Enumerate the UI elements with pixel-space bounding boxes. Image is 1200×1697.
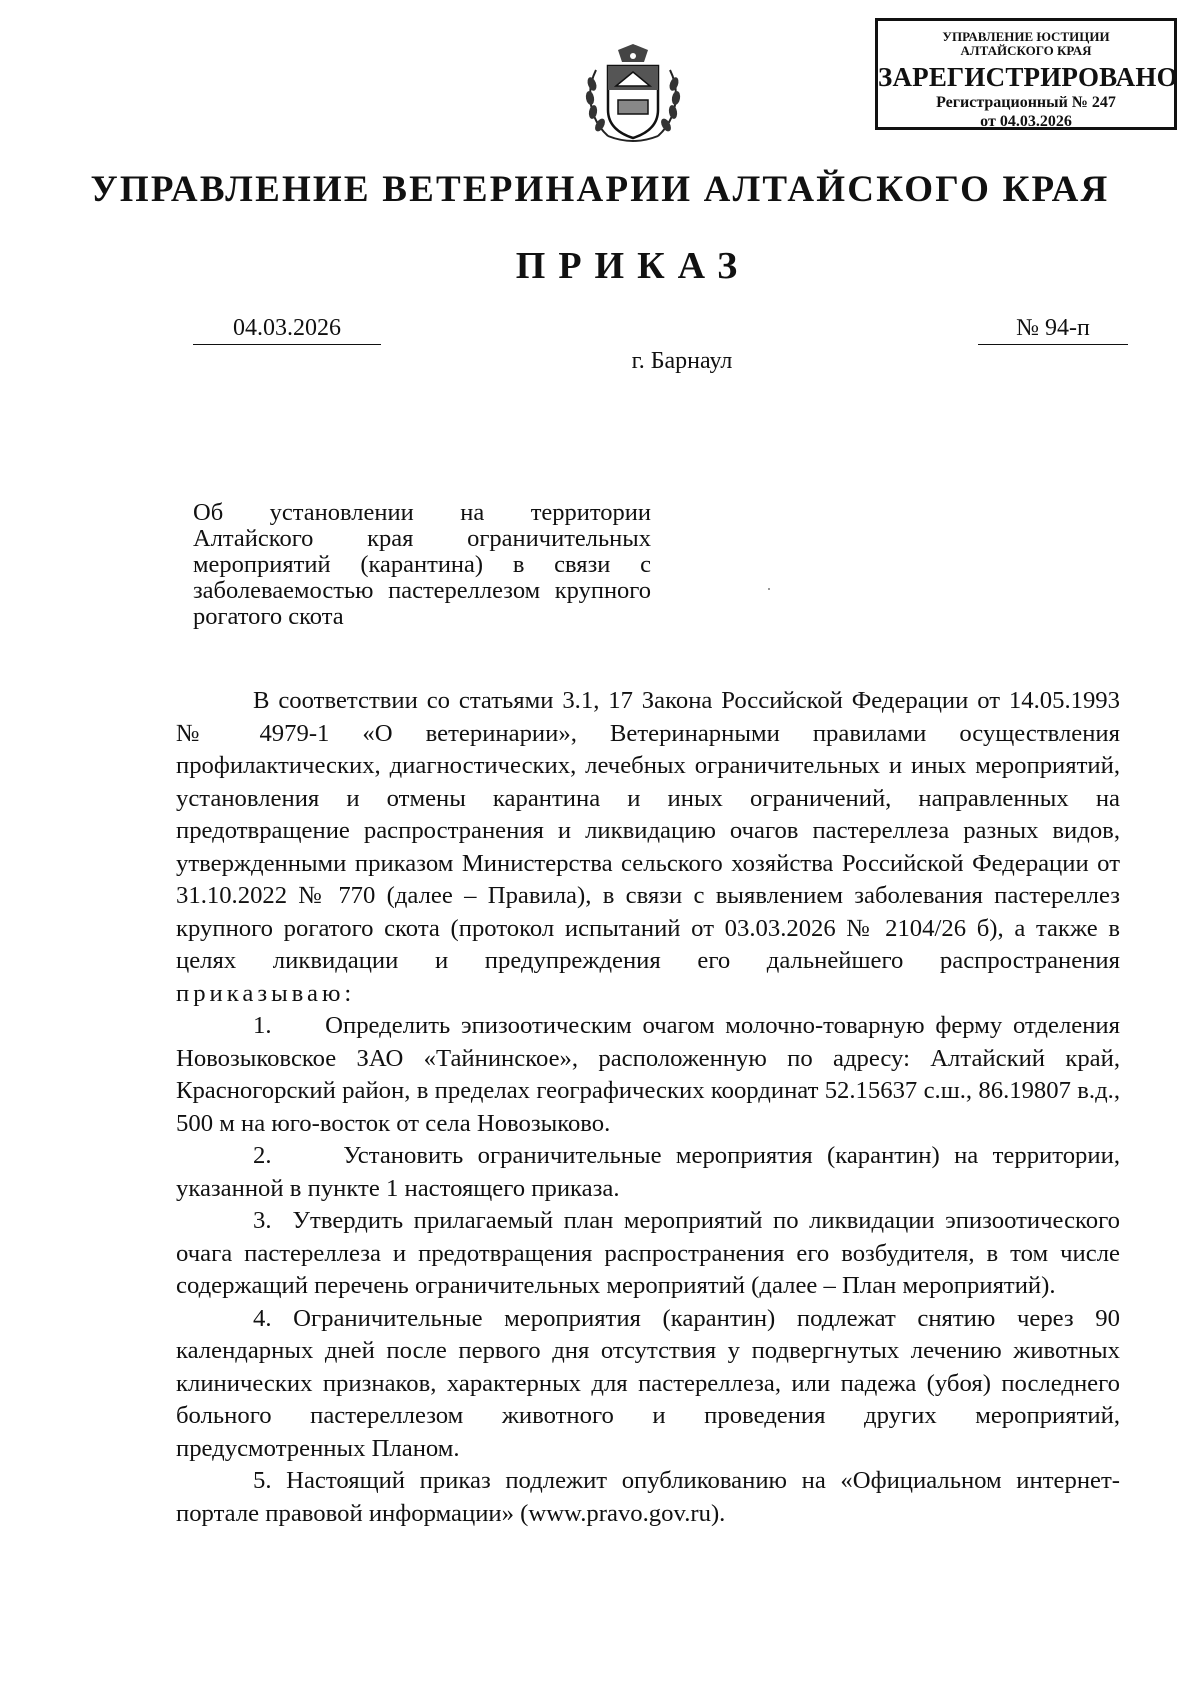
order-date: 04.03.2026 [193,315,381,345]
registration-stamp [875,18,1177,130]
order-item-4: 4. Ограничительные мероприятия (карантин) подлежат снятию через 90 календарных дней после первого дня отсутствия у подвергнутых лечению животных клинических признаков, характерных для пастереллеза, или падежа (убоя) последнего больного пастереллезом животного и проведения других мероприятий, предусмотренных Планом. [176,1304,1120,1462]
coat-of-arms-icon [578,40,688,148]
order-city: г. Барнаул [631,348,733,374]
order-body [176,685,1120,1530]
order-item-1: 1. Определить эпизоотическим очагом молочно-товарную ферму отделения Новозыковское ЗАО «Тайнинское», расположенную по адресу: Алтайский край, Красногорский район, в пределах географических координат 52.15637 с.ш., 86.19807 в.д., 500 м на юго-восток от села Новозыково. [176,1012,1120,1137]
stamp-status: ЗАРЕГИСТРИРОВАНО [878,62,1178,92]
preamble-text: В соответствии со статьями 3.1, 17 Закона Российской Федерации от 14.05.1993 № 4979-1 «О ветеринарии», Ветеринарными правилами осуществления профилактических, диагностических, лечебных ограничительных и иных мероприятий, установления и отмены карантина и иных ограничений, направленных на предотвращение распространения и ликвидацию очагов пастереллеза разных видов, утвержденными приказом Министерства сельского хозяйства Российской Федерации от 31.10.2022 № 770 (далее – Правила), в связи с выявлением заболевания пастереллез крупного рогатого скота (протокол испытаний от 03.03.2026 № 2104/26 б), а также в целях ликвидации и предупреждения его дальнейшего распространения [176,687,1120,974]
scan-speck [768,588,770,590]
order-item-5: 5. Настоящий приказ подлежит опубликованию на «Официальном интернет-портале правовой информации» (www.pravo.gov.ru). [176,1467,1120,1527]
order-subject: Об установлении на территории Алтайского края ограничительных мероприятий (карантина) в связи с заболеваемостью пастереллезом крупного рогатого скота [193,499,651,630]
order-number: № 94-п [978,315,1128,345]
order-item-3: 3. Утвердить прилагаемый план мероприятий по ликвидации эпизоотического очага пастереллеза и предотвращения распространения его возбудителя, в том числе содержащий перечень ограничительных мероприятий (далее – План мероприятий). [176,1207,1120,1299]
order-word: приказываю: [176,979,356,1007]
preamble-paragraph [176,685,1120,1010]
stamp-reg-number: Регистрационный № 247 [936,94,1116,111]
document-type: ПРИКАЗ [515,245,751,287]
organization-title: УПРАВЛЕНИЕ ВЕТЕРИНАРИИ АЛТАЙСКОГО КРАЯ [90,169,1110,210]
stamp-authority-line2: АЛТАЙСКОГО КРАЯ [960,43,1092,58]
order-item-2: 2. Установить ограничительные мероприятия (карантин) на территории, указанной в пункте 1 настоящего приказа. [176,1142,1120,1202]
stamp-authority-line1: УПРАВЛЕНИЕ ЮСТИЦИИ [942,29,1110,44]
stamp-reg-date: от 04.03.2026 [980,113,1072,130]
